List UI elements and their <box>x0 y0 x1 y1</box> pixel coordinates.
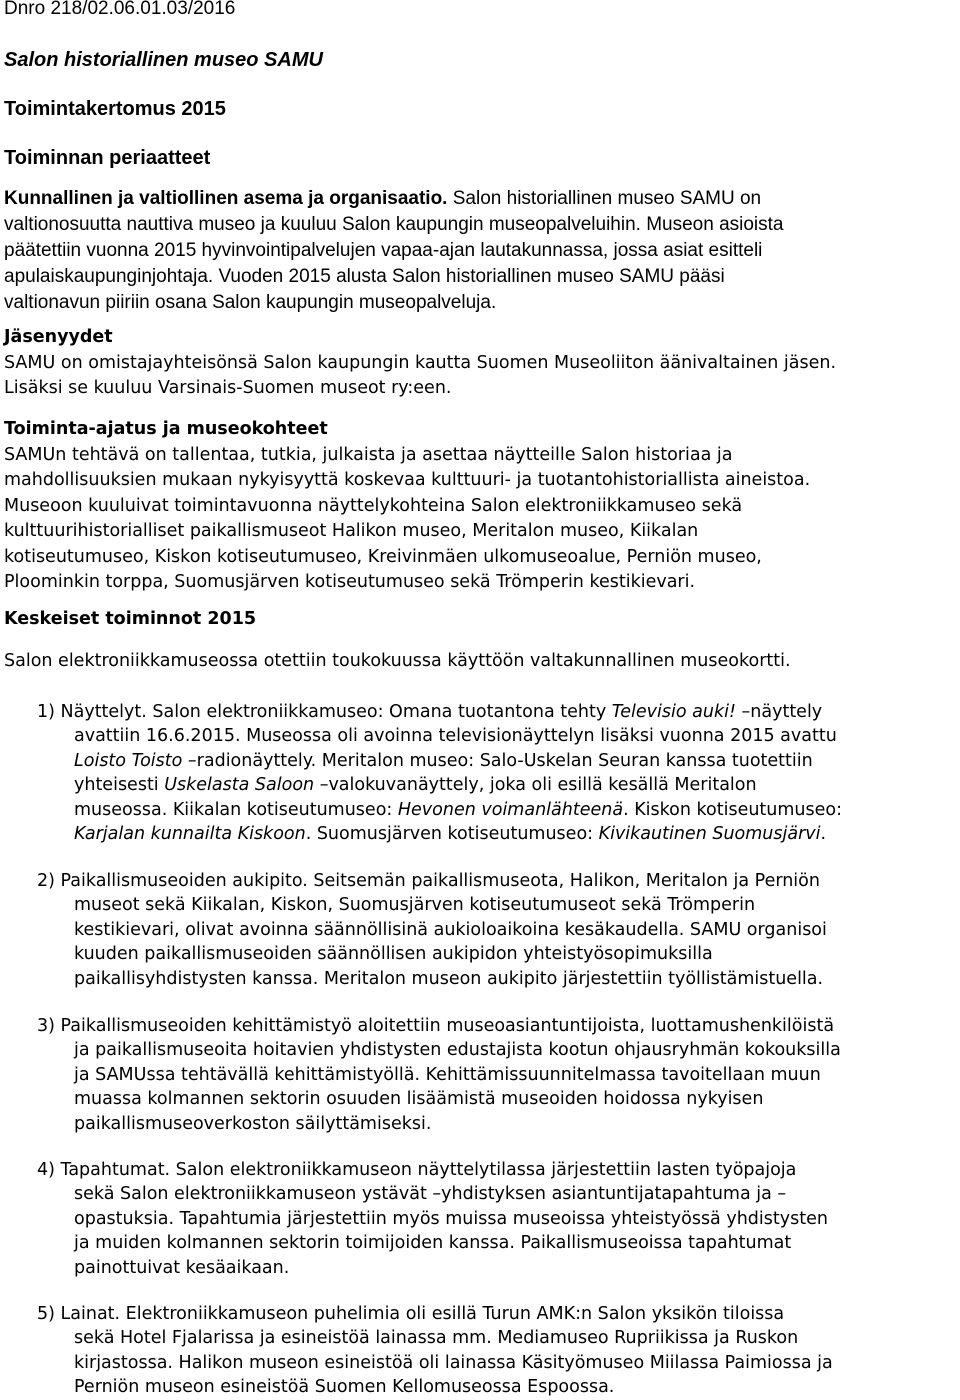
text-line: kirjastossa. Halikon museon esineistöä oli lainassa Käsityömuseo Miilassa Paimiossa ja <box>74 1352 833 1373</box>
text-line: kuuden paikallismuseoiden säännöllisen aukipidon yhteistyösopimuksilla <box>74 944 713 965</box>
list-item-lainat <box>37 1302 957 1400</box>
text-line: kestikievari, olivat avoinna säännöllisinä aukioloaikoina kesäkaudella. SAMU organisoi <box>74 919 827 940</box>
text-line: SAMUn tehtävä on tallentaa, tutkia, julkaista ja asettaa näytteille Salon historiaa ja <box>4 444 733 465</box>
text-line: Kunnallinen ja valtiollinen asema ja organisaatio. Salon historiallinen museo SAMU on <box>4 188 762 209</box>
text-line: painottuivat kesäaikaan. <box>74 1257 290 1278</box>
paragraph-organisaatio <box>4 186 960 316</box>
text-line: apulaiskaupunginjohtaja. Vuoden 2015 alusta Salon historiallinen museo SAMU pääsi <box>4 266 725 287</box>
text-line: Ploominkin torppa, Suomusjärven kotiseutumuseo sekä Trömperin kestikievari. <box>4 572 696 592</box>
document-subtitle: Toimintakertomus 2015 <box>4 98 226 120</box>
text-line: sekä Salon elektroniikkamuseon ystävät –yhdistyksen asiantuntijatapahtuma ja – <box>74 1184 787 1205</box>
text-line: valtionavun piiriin osana Salon kaupungin museopalveluja. <box>4 292 497 313</box>
section-heading-toiminta: Toiminta-ajatus ja museokohteet <box>4 419 328 439</box>
text-line: Museoon kuuluivat toimintavuonna näyttelykohteina Salon elektroniikkamuseo sekä <box>4 495 743 516</box>
document-number: Dnro 218/02.06.01.03/2016 <box>4 0 236 19</box>
list-item-aukipito <box>37 869 957 991</box>
text-line: Karjalan kunnailta Kiskoon. Suomusjärven kotiseutumuseo: Kivikautinen Suomusjärvi. <box>74 824 827 845</box>
text-line: 1) Näyttelyt. Salon elektroniikkamuseo: Omana tuotantona tehty Televisio auki! –näyttely <box>37 702 823 722</box>
text-line: muassa kolmannen sektorin osuuden lisäämistä museoiden hoidossa nykyisen <box>74 1089 764 1110</box>
section-heading-periaatteet: Toiminnan periaatteet <box>4 147 211 169</box>
text-line: Loisto Toisto –radionäyttely. Meritalon museo: Salo-Uskelan Seuran kanssa tuotettiin <box>74 750 813 771</box>
text-line: päätettiin vuonna 2015 hyvinvointipalvelujen vapaa-ajan lautakunnassa, jossa asiat esitteli <box>4 240 763 261</box>
text-line: kotiseutumuseo, Kiskon kotiseutumuseo, Kreivinmäen ulkomuseoalue, Perniön museo, <box>4 546 762 567</box>
text-line: SAMU on omistajayhteisönsä Salon kaupungin kautta Suomen Museoliiton äänivaltainen jäsen. <box>4 352 837 373</box>
text-line: 5) Lainat. Elektroniikkamuseon puhelimia oli esillä Turun AMK:n Salon yksikön tiloissa <box>37 1304 785 1324</box>
text-line: ja muiden kolmannen sektorin toimijoiden kanssa. Paikallismuseoissa tapahtumat <box>74 1233 792 1254</box>
section-heading-jasenyydet: Jäsenyydet <box>4 327 113 347</box>
text-line: paikallisyhdistysten kanssa. Meritalon museon aukipito järjestettiin työllistämistuella. <box>74 968 824 989</box>
text-line: kulttuurihistorialliset paikallismuseot Halikon museo, Meritalon museo, Kiikalan <box>4 521 699 541</box>
text-line: valtionosuutta nauttiva museo ja kuuluu Salon kaupungin museopalveluihin. Museon asioista <box>4 214 784 235</box>
list-item-nayttelyt <box>37 700 957 846</box>
text-line: avattiin 16.6.2015. Museossa oli avoinna televisionäyttelyn lisäksi vuonna 2015 avattu <box>74 726 837 747</box>
text-line: 3) Paikallismuseoiden kehittämistyö aloitettiin museoasiantuntijoista, luottamushenkilöistä <box>37 1016 835 1036</box>
text-line: sekä Hotel Fjalarissa ja esineistöä lainassa mm. Mediamuseo Rupriikissa ja Ruskon <box>74 1328 799 1349</box>
text-line: ja paikallismuseoita hoitavien yhdistysten edustajista kootun ohjausryhmän kokouksilla <box>74 1040 841 1061</box>
text-line: museossa. Kiikalan kotiseutumuseo: Hevonen voimanlähteenä. Kiskon kotiseutumuseo: <box>74 799 843 820</box>
section-jasenyydet <box>4 325 960 402</box>
text-line: 2) Paikallismuseoiden aukipito. Seitsemän paikallismuseota, Halikon, Meritalon ja Perniön <box>37 871 820 891</box>
text-line: Perniön museon esineistöä Suomen Kellomuseossa Espoossa. <box>74 1377 615 1398</box>
text-line: opastuksia. Tapahtumia järjestettiin myös muissa museoissa yhteistyössä yhdistysten <box>74 1208 828 1229</box>
text-line: yhteisesti Uskelasta Saloon –valokuvanäyttely, joka oli esillä kesällä Meritalon <box>74 775 757 796</box>
text-line: ja SAMUssa tehtävällä kehittämistyöllä. Kehittämissuunnitelmassa tavoitellaan muun <box>74 1064 821 1085</box>
keskeiset-intro: Salon elektroniikkamuseossa otettiin toukokuussa käyttöön valtakunnallinen museokortti. <box>4 651 791 671</box>
section-toiminta-ajatus <box>4 417 960 596</box>
list-item-kehittamistyo <box>37 1014 957 1136</box>
text-line: Lisäksi se kuuluu Varsinais-Suomen museot ry:een. <box>4 378 452 398</box>
text-line: museot sekä Kiikalan, Kiskon, Suomusjärven kotiseutumuseot sekä Trömperin <box>74 895 756 916</box>
section-heading-keskeiset: Keskeiset toiminnot 2015 <box>4 609 257 629</box>
text-line: mahdollisuuksien mukaan nykyisyyttä koskevaa kulttuuri- ja tuotantohistoriallista aineistoa. <box>4 470 811 490</box>
list-item-tapahtumat <box>37 1158 957 1280</box>
paragraph-lead: Kunnallinen ja valtiollinen asema ja organisaatio. <box>4 188 448 209</box>
text-line: paikallismuseoverkoston säilyttämiseksi. <box>74 1113 432 1134</box>
document-title: Salon historiallinen museo SAMU <box>4 49 323 71</box>
text-line: 4) Tapahtumat. Salon elektroniikkamuseon näyttelytilassa järjestettiin lasten työpajoja <box>37 1160 797 1180</box>
